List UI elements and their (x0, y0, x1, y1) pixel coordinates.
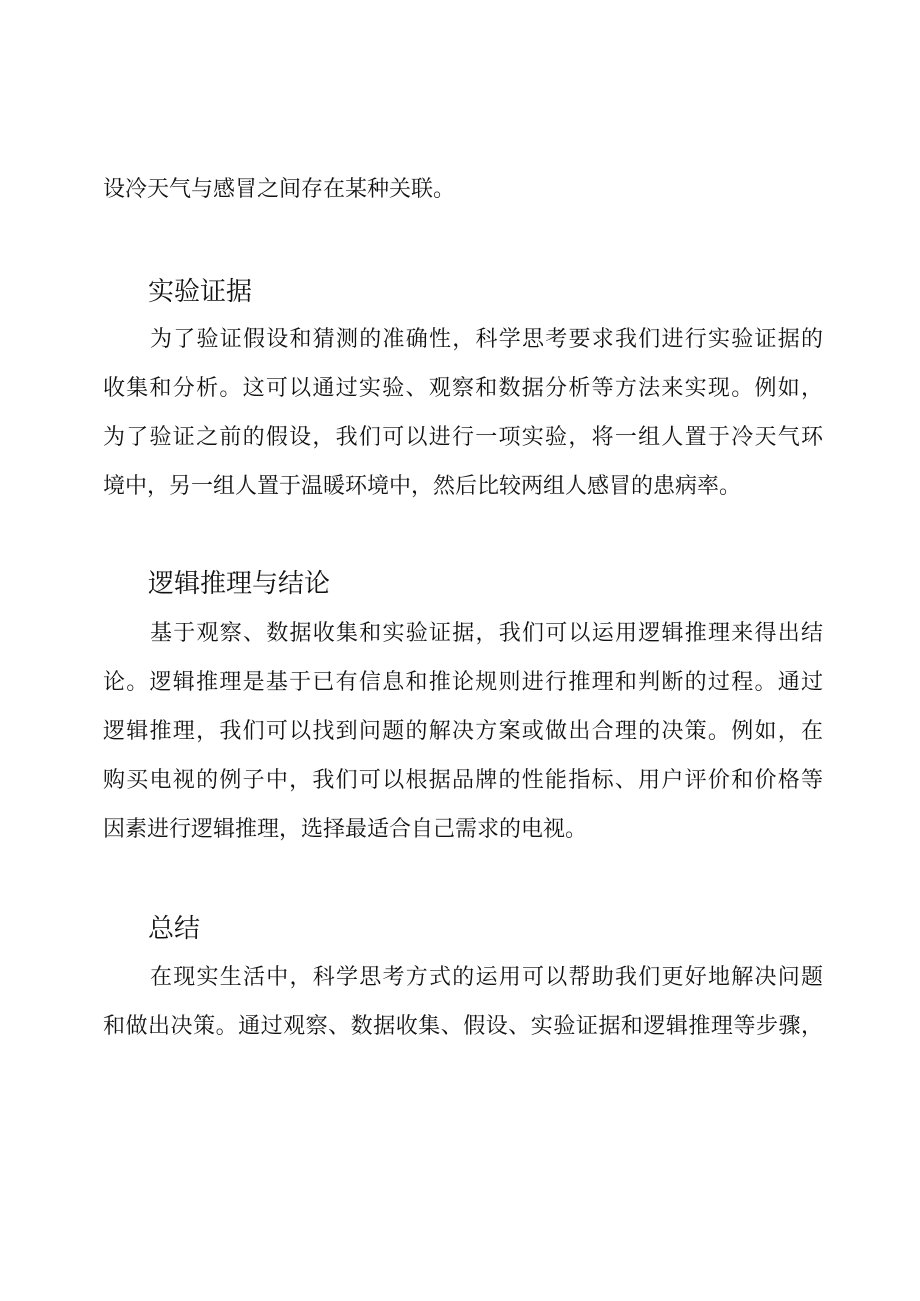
paragraph-line: 逻辑推理，我们可以找到问题的解决方案或做出合理的决策。例如，在 (103, 719, 823, 744)
paragraph-line: 基于观察、数据收集和实验证据，我们可以运用逻辑推理来得出结 (150, 621, 823, 646)
paragraph-line: 境中，另一组人置于温暖环境中，然后比较两组人感冒的患病率。 (103, 474, 742, 499)
paragraph-line: 购买电视的例子中，我们可以根据品牌的性能指标、用户评价和价格等 (103, 768, 823, 793)
paragraph-line: 为了验证假设和猜测的准确性，科学思考要求我们进行实验证据的 (150, 327, 823, 352)
paragraph-line: 设冷天气与感冒之间存在某种关联。 (103, 177, 456, 202)
section-heading-summary: 总结 (148, 914, 201, 944)
paragraph-line: 为了验证之前的假设，我们可以进行一项实验，将一组人置于冷天气环 (103, 425, 823, 450)
paragraph-line: 论。逻辑推理是基于已有信息和推论规则进行推理和判断的过程。通过 (103, 670, 823, 695)
paragraph-line: 在现实生活中，科学思考方式的运用可以帮助我们更好地解决问题 (150, 965, 823, 990)
paragraph-line: 因素进行逻辑推理，选择最适合自己需求的电视。 (103, 817, 588, 842)
section-heading-experiment: 实验证据 (148, 277, 253, 307)
paragraph-line: 和做出决策。通过观察、数据收集、假设、实验证据和逻辑推理等步骤， (103, 1014, 823, 1039)
paragraph-line: 收集和分析。这可以通过实验、观察和数据分析等方法来实现。例如， (103, 376, 823, 401)
section-heading-logic: 逻辑推理与结论 (148, 569, 331, 599)
